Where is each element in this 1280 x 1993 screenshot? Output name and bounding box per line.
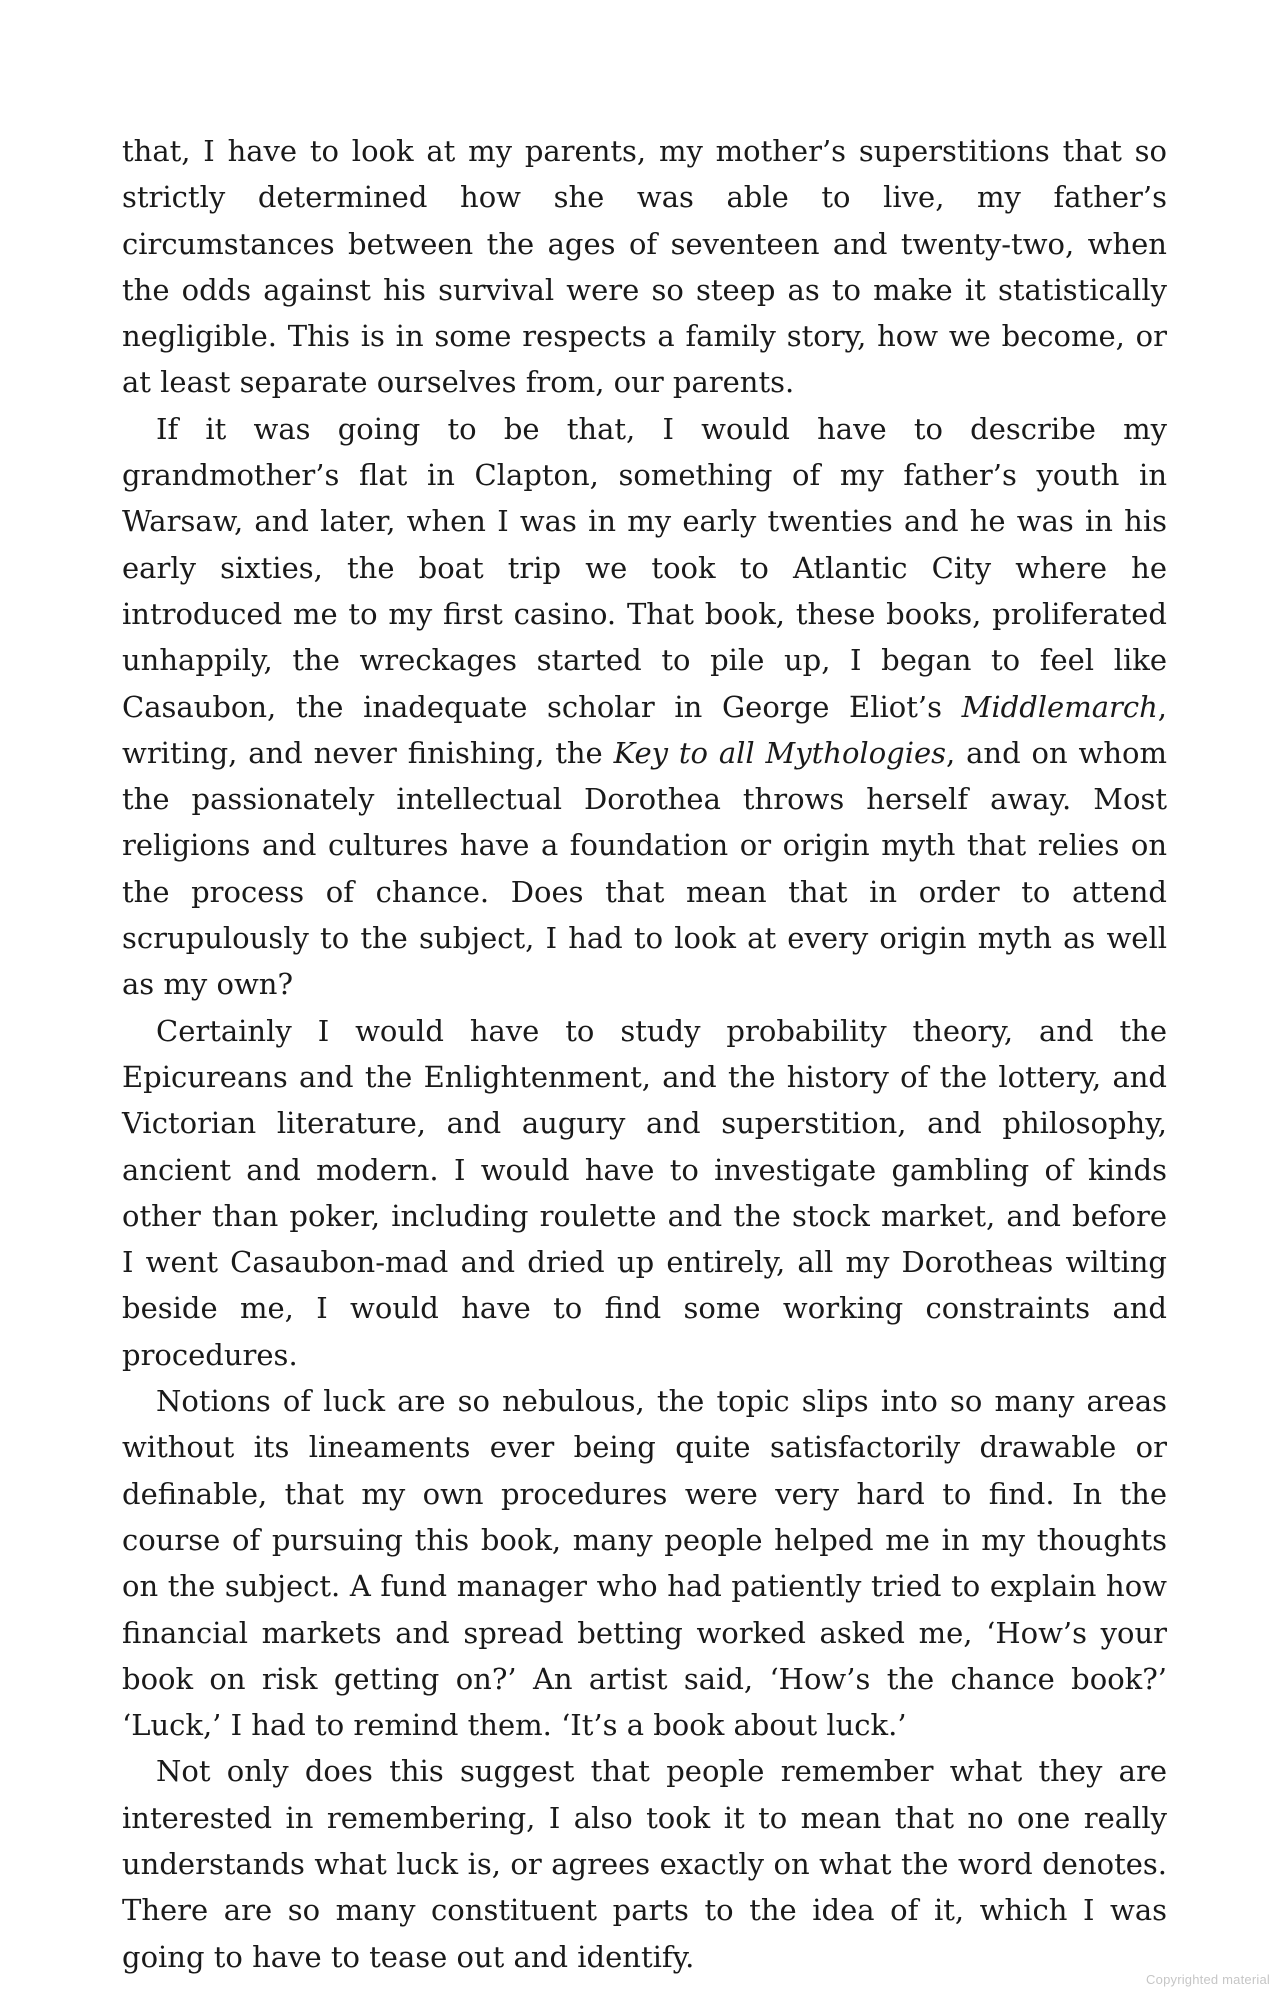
paragraph-text: , and on whom the passionately intellectual Dorothea throws herself away. Most religions and cultures have a foundation or origin myth that relies on the process of chance. Does that mean that in order to attend scrupulously to the subject, I had to look at every origin myth as well as my own? <box>122 735 1167 1002</box>
paragraph <box>122 406 1167 1008</box>
paragraph-text: that, I have to look at my parents, my mother’s superstitions that so strictly determined how she was able to live, my father’s circumstances between the ages of seventeen and twenty-two, when the odds against his survival were so steep as to make it statistically negligible. This is in some respects a family story, how we become, or at least separate ourselves from, our parents. <box>122 134 1167 400</box>
copyright-watermark: Copyrighted material <box>1146 1972 1270 1987</box>
paragraph-text: Not only does this suggest that people remember what they are interested in remembering, I also took it to mean that no one really understands what luck is, or agrees exactly on what the word denotes. There are so many constituent parts to the idea of it, which I was going to have to tease out and identify. <box>122 1754 1167 1974</box>
paragraph-text: Certainly I would have to study probability theory, and the Epicureans and the Enlightenment, and the history of the lottery, and Victorian literature, and augury and superstition, and philosophy, ancient and modern. I would have to investigate gambling of kinds other than poker, including roulette and the stock market, and before I went Casaubon-mad and dried up entirely, all my Dorotheas wilting beside me, I would have to find some working constraints and procedures. <box>122 1013 1167 1372</box>
book-title-italic: Middlemarch <box>961 689 1158 724</box>
paragraph <box>122 1748 1167 1979</box>
book-title-italic: Key to all Mythologies <box>613 735 947 770</box>
paragraph <box>122 1008 1167 1378</box>
page-body <box>122 128 1167 1980</box>
paragraph-text: If it was going to be that, I would have to describe my grandmother’s flat in Clapton, something of my father’s youth in Warsaw, and later, when I was in my early twenties and he was in his early sixties, the boat trip we took to Atlantic City where he introduced me to my first casino. That book, these books, proliferated unhappily, the wreckages started to pile up, I began to feel like Casaubon, the inadequate scholar in George Eliot’s <box>122 411 1167 724</box>
paragraph-text: Notions of luck are so nebulous, the topic slips into so many areas without its lineaments ever being quite satisfactorily drawable or definable, that my own procedures were very hard to find. In the course of pursuing this book, many people helped me in my thoughts on the subject. A fund manager who had patiently tried to explain how financial markets and spread betting worked asked me, ‘How’s your book on risk getting on?’ An artist said, ‘How’s the chance book?’ ‘Luck,’ I had to remind them. ‘It’s a book about luck.’ <box>122 1384 1167 1743</box>
paragraph <box>122 1378 1167 1748</box>
paragraph <box>122 128 1167 406</box>
paragraph-text: , writing, and never finishing, the <box>122 689 1167 770</box>
